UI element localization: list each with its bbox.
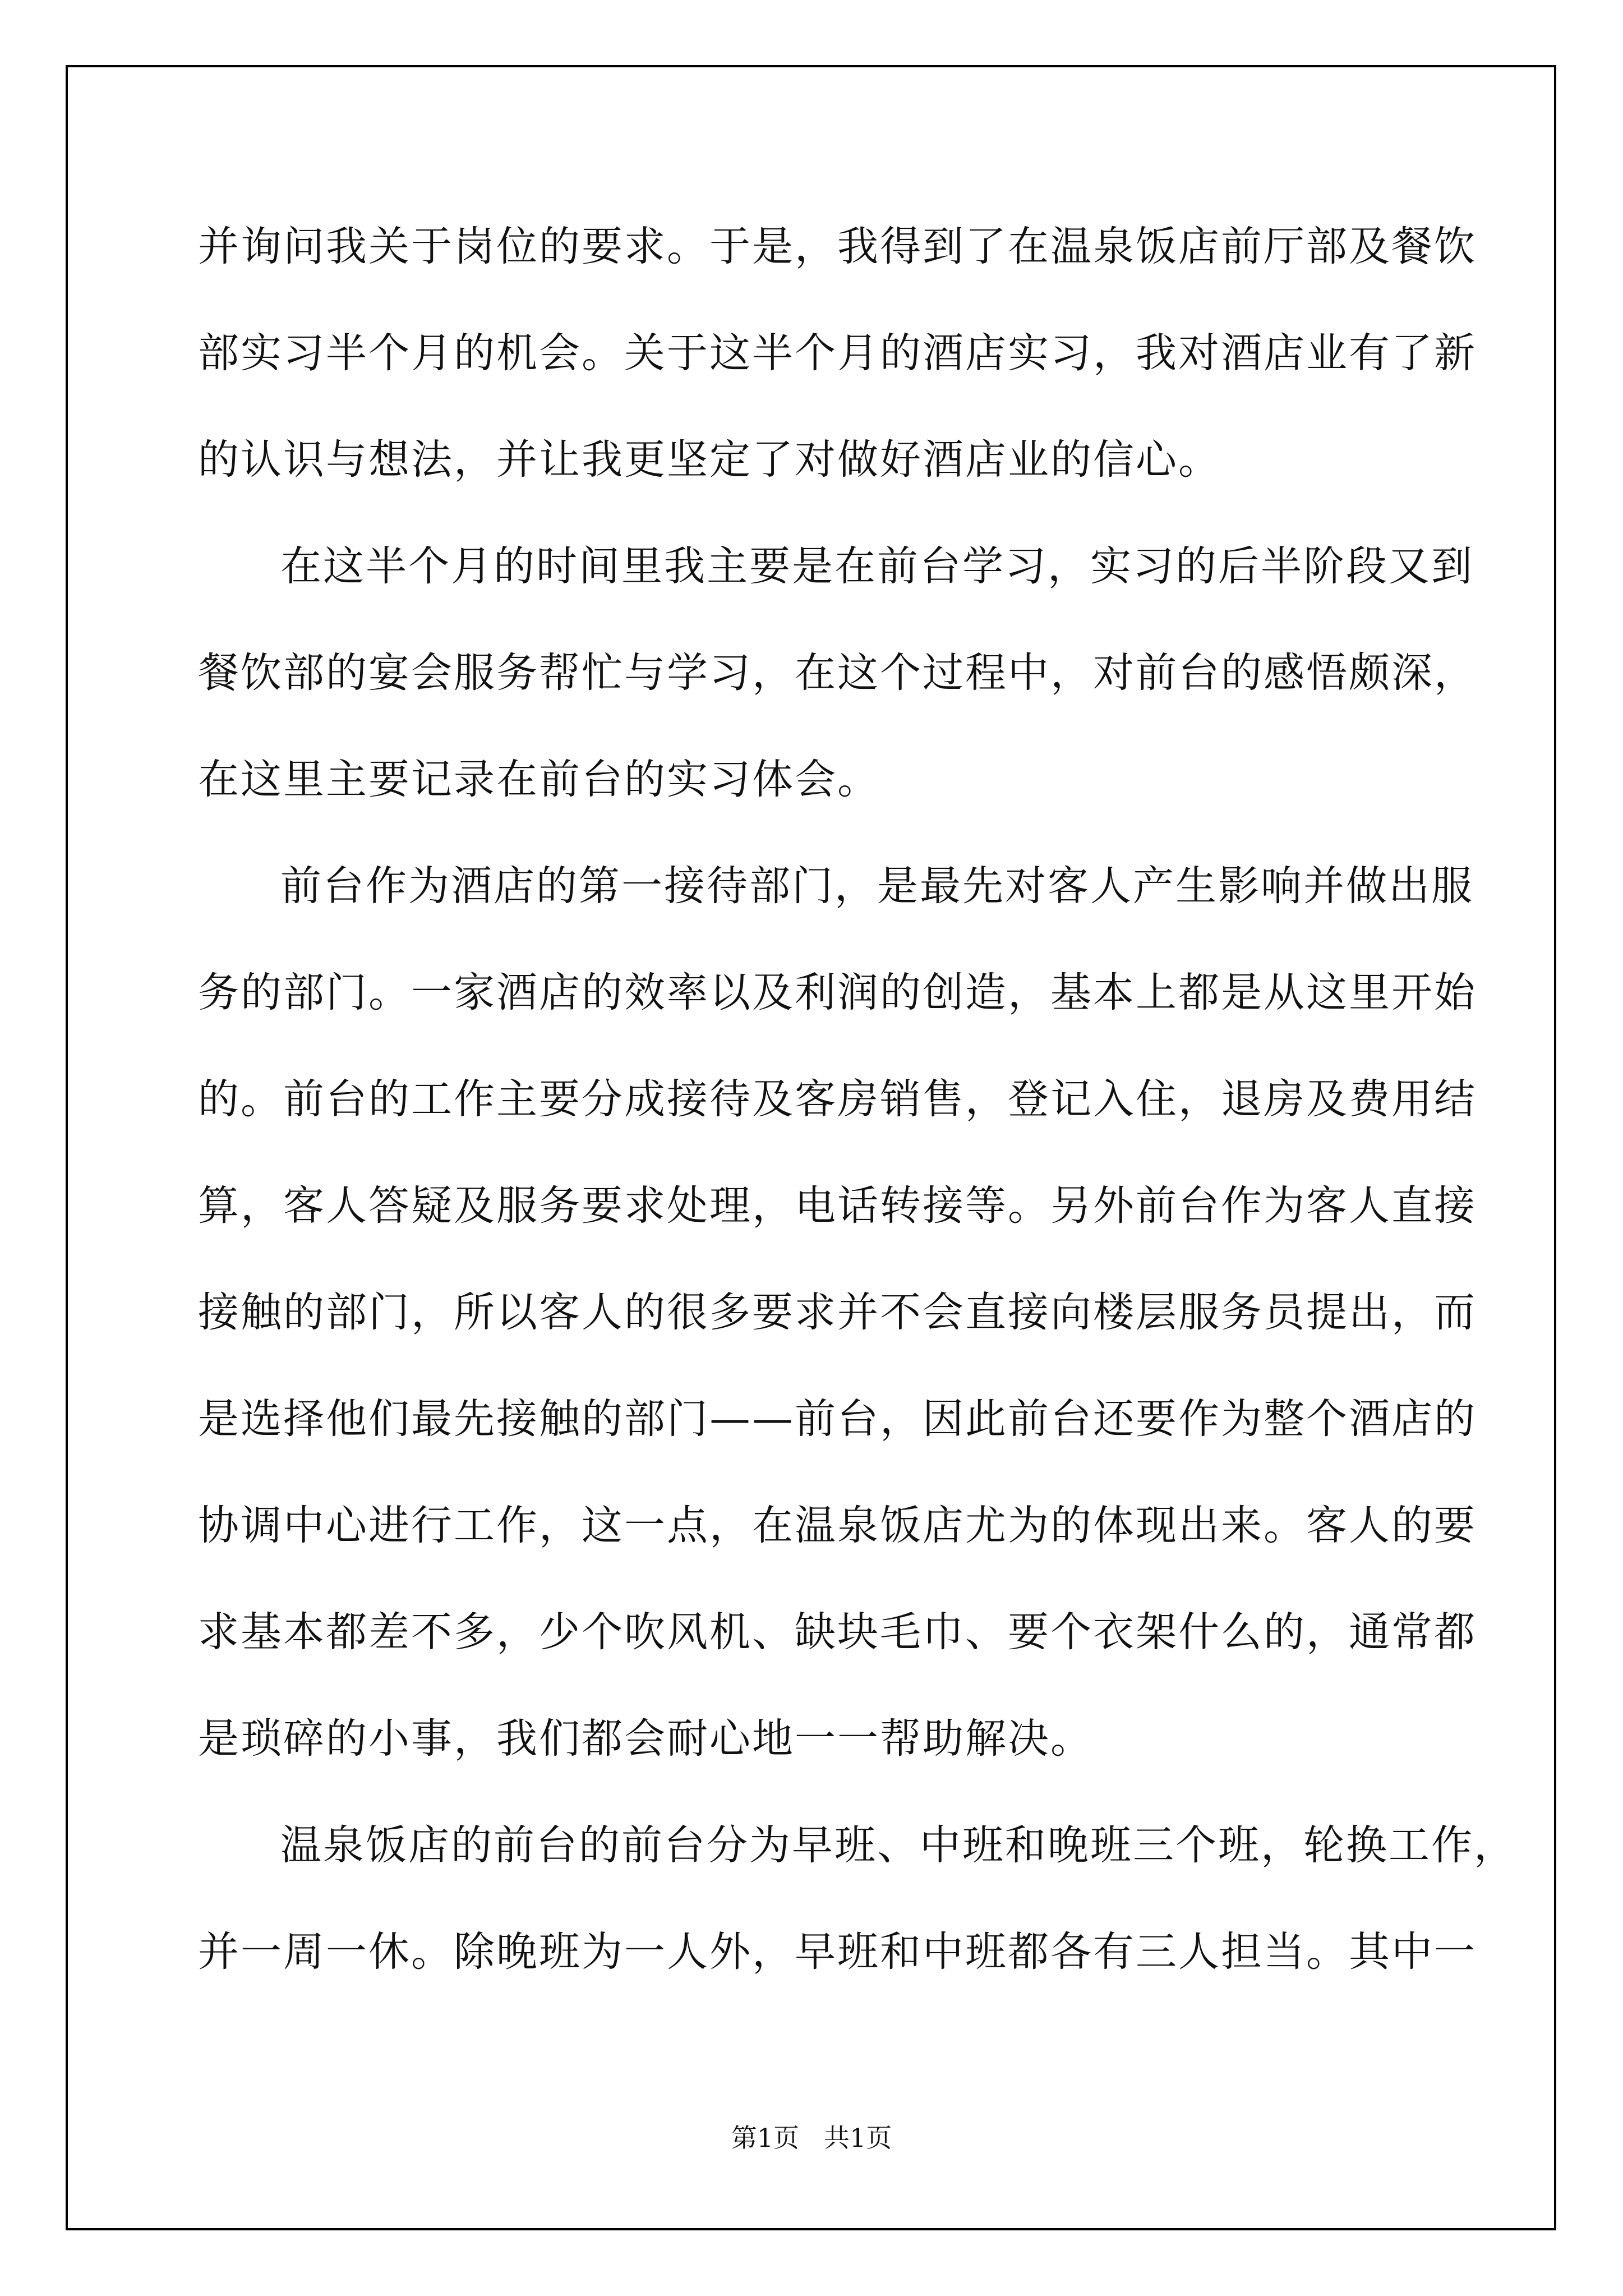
text-line: 在这半个月的时间里我主要是在前台学习，实习的后半阶段又到	[280, 542, 1474, 590]
page-footer	[0, 2118, 1623, 2155]
text-line: 是琐碎的小事，我们都会耐心地一一帮助解决。	[198, 1715, 1093, 1763]
text-line: 的认识与想法，并让我更坚定了对做好酒店业的信心。	[198, 436, 1221, 484]
text-line: 部实习半个月的机会。关于这半个月的酒店实习，我对酒店业有了新	[198, 329, 1477, 377]
page-total: 共1页	[823, 2123, 892, 2153]
text-line: 算，客人答疑及服务要求处理，电话转接等。另外前台作为客人直接	[198, 1182, 1477, 1230]
document-body	[198, 194, 1516, 2005]
text-line: 是选择他们最先接触的部门——前台，因此前台还要作为整个酒店的	[198, 1395, 1477, 1443]
text-line: 务的部门。一家酒店的效率以及利润的创造，基本上都是从这里开始	[198, 969, 1477, 1016]
text-line: 求基本都差不多，少个吹风机、缺块毛巾、要个衣架什么的，通常都	[198, 1608, 1477, 1656]
text-line: 并一周一休。除晚班为一人外，早班和中班都各有三人担当。其中一	[198, 1928, 1477, 1976]
text-line: 的。前台的工作主要分成接待及客房销售，登记入住，退房及费用结	[198, 1075, 1477, 1123]
text-line: 在这里主要记录在前台的实习体会。	[198, 756, 880, 803]
text-line: 温泉饭店的前台的前台分为早班、中班和晚班三个班，轮换工作，	[280, 1821, 1516, 1869]
text-line: 前台作为酒店的第一接待部门，是最先对客人产生影响并做出服	[280, 862, 1474, 910]
text-line: 餐饮部的宴会服务帮忙与学习，在这个过程中，对前台的感悟颇深，	[198, 649, 1477, 697]
text-line: 接触的部门，所以客人的很多要求并不会直接向楼层服务员提出，而	[198, 1289, 1477, 1336]
text-line: 并询问我关于岗位的要求。于是，我得到了在温泉饭店前厅部及餐饮	[198, 223, 1477, 270]
text-line: 协调中心进行工作，这一点，在温泉饭店尤为的体现出来。客人的要	[198, 1502, 1477, 1549]
page-number: 第1页	[731, 2123, 800, 2153]
